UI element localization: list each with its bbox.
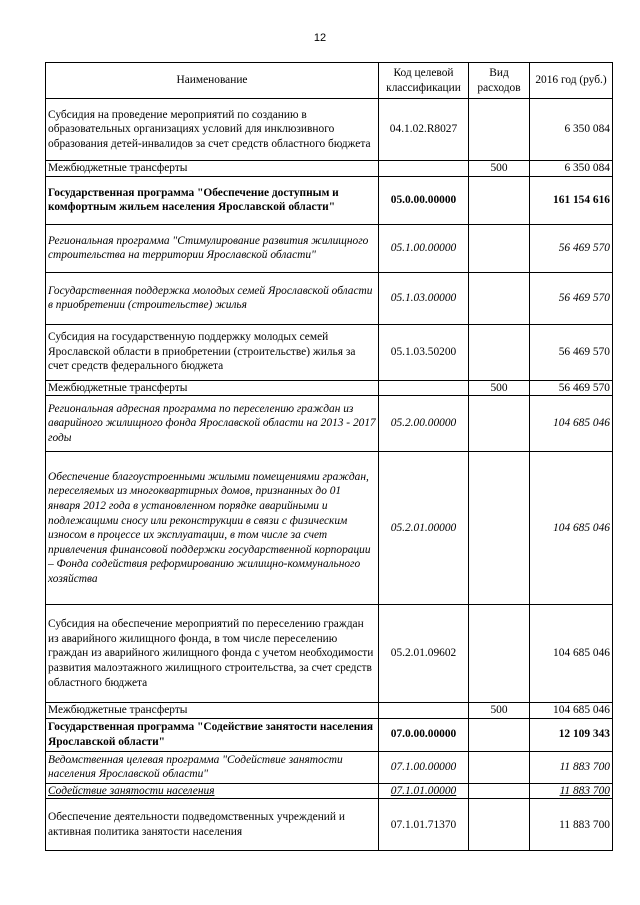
row-type: 500	[469, 161, 530, 177]
header-type: Вид расходов	[469, 63, 530, 99]
table-row	[46, 224, 613, 272]
row-name: Обеспечение деятельности подведомственных учреждений и активная политика занятости населения	[46, 799, 379, 851]
row-type	[469, 799, 530, 851]
header-code: Код целевой классификации	[379, 63, 469, 99]
row-name: Межбюджетные трансферты	[46, 703, 379, 719]
row-amount: 104 685 046	[530, 452, 613, 605]
table-row	[46, 396, 613, 452]
row-type	[469, 452, 530, 605]
row-code: 07.1.01.71370	[379, 799, 469, 851]
row-type	[469, 176, 530, 224]
row-code: 05.0.00.00000	[379, 176, 469, 224]
row-amount: 56 469 570	[530, 324, 613, 380]
page-number: 12	[313, 32, 327, 44]
row-amount: 56 469 570	[530, 380, 613, 396]
row-amount: 11 883 700	[530, 783, 613, 799]
row-name: Межбюджетные трансферты	[46, 161, 379, 177]
table-row	[46, 783, 613, 799]
row-name: Содействие занятости населения	[46, 783, 379, 799]
row-type	[469, 272, 530, 324]
table-row	[46, 799, 613, 851]
row-type: 500	[469, 703, 530, 719]
row-amount: 56 469 570	[530, 224, 613, 272]
row-name: Обеспечение благоустроенными жилыми помещениями граждан, переселяемых из многоквартирных домов, признанных до 01 января 2012 года в установленном порядке аварийными и подлежащими сносу или реконструкции в связи с физическим износом в процессе их эксплуатации, в том числе за счет привлечения финансовой поддержки государственной корпорации – Фонда содействия реформированию жилищно-коммунального хозяйства	[46, 452, 379, 605]
row-code: 05.2.01.09602	[379, 605, 469, 703]
row-type	[469, 99, 530, 161]
row-amount: 12 109 343	[530, 718, 613, 751]
header-amount: 2016 год (руб.)	[530, 63, 613, 99]
row-type	[469, 718, 530, 751]
row-amount: 11 883 700	[530, 799, 613, 851]
budget-table	[45, 62, 613, 851]
header-row	[46, 63, 613, 99]
table-row	[46, 718, 613, 751]
row-type	[469, 396, 530, 452]
row-name: Субсидия на проведение мероприятий по созданию в образовательных организациях условий для инклюзивного образования детей-инвалидов за счет средств областного бюджета	[46, 99, 379, 161]
table-row	[46, 605, 613, 703]
row-name: Государственная программа "Содействие занятости населения Ярославской области"	[46, 718, 379, 751]
row-code	[379, 161, 469, 177]
row-type: 500	[469, 380, 530, 396]
header-name: Наименование	[46, 63, 379, 99]
row-name: Государственная поддержка молодых семей Ярославской области в приобретении (строительстве) жилья	[46, 272, 379, 324]
row-name: Региональная адресная программа по переселению граждан из аварийного жилищного фонда Ярославской области на 2013 - 2017 годы	[46, 396, 379, 452]
row-code: 05.2.00.00000	[379, 396, 469, 452]
row-code: 07.0.00.00000	[379, 718, 469, 751]
row-name: Субсидия на обеспечение мероприятий по переселению граждан из аварийного жилищного фонда, в том числе переселению граждан из аварийного жилищного фонда с учетом необходимости развития малоэтажного жилищного строительства, за счет средств областного бюджета	[46, 605, 379, 703]
table-row	[46, 324, 613, 380]
table-row	[46, 452, 613, 605]
row-name: Ведомственная целевая программа "Содействие занятости населения Ярославской области"	[46, 751, 379, 783]
row-amount: 6 350 084	[530, 161, 613, 177]
row-name: Государственная программа "Обеспечение доступным и комфортным жильем населения Ярославской области"	[46, 176, 379, 224]
table-row	[46, 380, 613, 396]
row-type	[469, 783, 530, 799]
row-name: Субсидия на государственную поддержку молодых семей Ярославской области в приобретении (строительстве) жилья за счет средств федерального бюджета	[46, 324, 379, 380]
row-code	[379, 703, 469, 719]
row-code: 05.1.00.00000	[379, 224, 469, 272]
row-code	[379, 380, 469, 396]
row-type	[469, 751, 530, 783]
table-row	[46, 161, 613, 177]
row-type	[469, 324, 530, 380]
row-amount: 56 469 570	[530, 272, 613, 324]
row-code: 05.1.03.00000	[379, 272, 469, 324]
row-code: 05.1.03.50200	[379, 324, 469, 380]
row-type	[469, 224, 530, 272]
row-amount: 104 685 046	[530, 605, 613, 703]
table-row	[46, 176, 613, 224]
row-amount: 6 350 084	[530, 99, 613, 161]
table-row	[46, 751, 613, 783]
table-row	[46, 99, 613, 161]
row-code: 04.1.02.R8027	[379, 99, 469, 161]
table-row	[46, 272, 613, 324]
row-code: 07.1.01.00000	[379, 783, 469, 799]
row-amount: 104 685 046	[530, 396, 613, 452]
row-amount: 104 685 046	[530, 703, 613, 719]
row-amount: 161 154 616	[530, 176, 613, 224]
row-amount: 11 883 700	[530, 751, 613, 783]
row-code: 07.1.00.00000	[379, 751, 469, 783]
row-name: Региональная программа "Стимулирование развития жилищного строительства на территории Ярославской области"	[46, 224, 379, 272]
row-type	[469, 605, 530, 703]
row-code: 05.2.01.00000	[379, 452, 469, 605]
row-name: Межбюджетные трансферты	[46, 380, 379, 396]
table-row	[46, 703, 613, 719]
